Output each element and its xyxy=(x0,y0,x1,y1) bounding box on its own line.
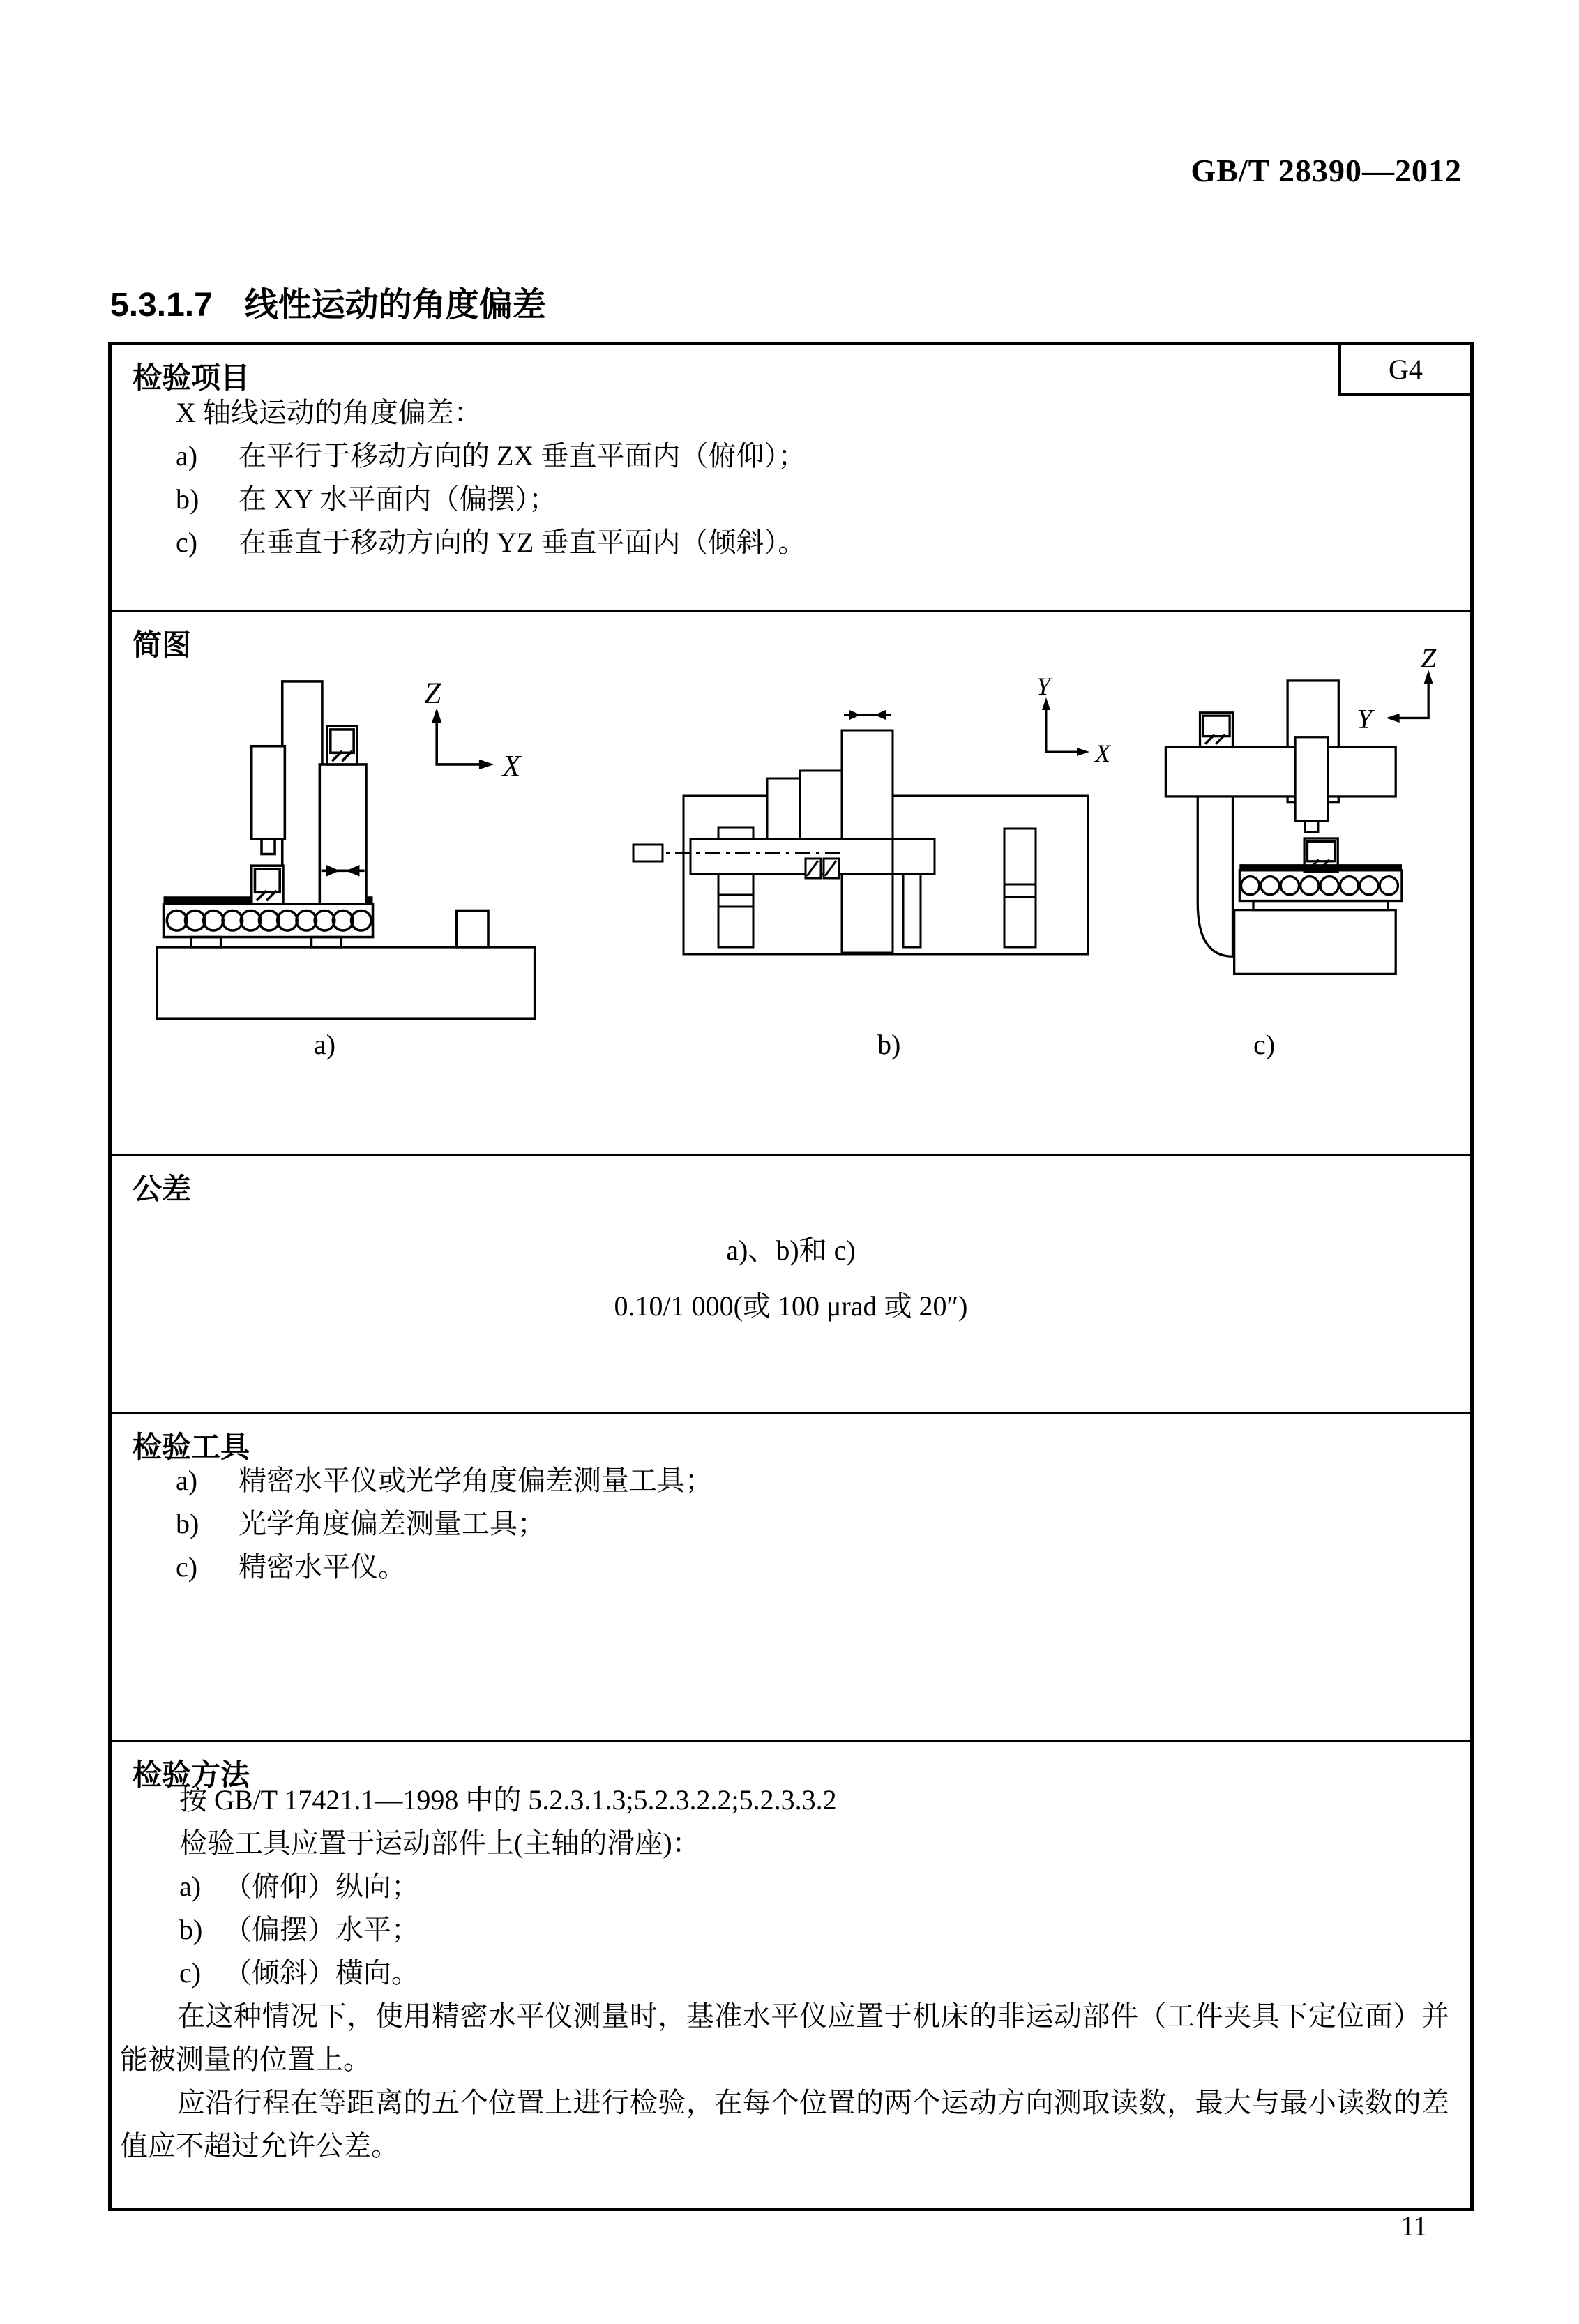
axis-label-x: X xyxy=(1095,739,1110,767)
item-key: b) xyxy=(179,1914,203,1945)
item-text: 光学角度偏差测量工具； xyxy=(239,1508,545,1539)
method-paragraph: 在这种情况下，使用精密水平仪测量时，基准水平仪应置于机床的非运动部件（工件夹具下定位面）并能被测量的位置上。 xyxy=(120,2000,1449,2075)
inspection-table xyxy=(108,342,1474,2211)
row-label-tolerance: 公差 xyxy=(133,1172,192,1205)
item-text: 在垂直于移动方向的 YZ 垂直平面内（倾斜）。 xyxy=(239,527,806,558)
item-key: c) xyxy=(179,1957,202,1989)
inspection-item-content xyxy=(176,391,1442,564)
row-tolerance xyxy=(112,1154,1470,1414)
diagram-label-b: b) xyxy=(877,1029,901,1060)
diagram-c-machine-side-view xyxy=(1154,642,1444,978)
section-title: 线性运动的角度偏差 xyxy=(244,287,546,324)
row-label-inspection-item: 检验项目 xyxy=(133,361,250,394)
inspection-intro: X 轴线运动的角度偏差： xyxy=(176,397,482,428)
diagram-b-machine-plan-view xyxy=(628,672,1144,961)
axis-label-x: X xyxy=(502,750,521,783)
row-label-method: 检验方法 xyxy=(133,1758,250,1791)
item-code-cell: G4 xyxy=(1338,345,1470,396)
row-diagram xyxy=(112,610,1470,1156)
axis-label-y: Y xyxy=(1036,672,1051,700)
section-number: 5.3.1.7 xyxy=(110,287,213,324)
item-key: c) xyxy=(176,527,198,558)
item-key: a) xyxy=(176,1465,198,1496)
item-text: 在平行于移动方向的 ZX 垂直平面内（俯仰）； xyxy=(239,440,806,471)
item-text: 在 XY 水平面内（偏摆）； xyxy=(239,483,557,515)
diagram-a-machine-front-view xyxy=(153,673,544,1022)
item-text: （倾斜）横向。 xyxy=(224,1957,419,1989)
item-key: c) xyxy=(176,1551,198,1583)
row-inspection-item xyxy=(112,345,1470,610)
list-item xyxy=(176,1459,1442,1502)
standard-number: GB/T 28390—2012 xyxy=(1191,153,1462,188)
item-key: a) xyxy=(179,1871,202,1902)
item-text: （俯仰）纵向； xyxy=(224,1871,419,1902)
axis-label-z: Z xyxy=(424,677,441,710)
method-setup-line: 检验工具应置于运动部件上(主轴的滑座)： xyxy=(179,1827,700,1859)
diagram-label-a: a) xyxy=(314,1029,336,1060)
item-key: b) xyxy=(176,1508,199,1539)
row-label-tools: 检验工具 xyxy=(133,1431,250,1463)
row-method xyxy=(112,1740,1470,2210)
list-item xyxy=(176,1502,1442,1546)
method-content xyxy=(120,1779,1449,2168)
tools-content xyxy=(176,1459,1442,1589)
list-item xyxy=(179,1908,1449,1952)
list-item xyxy=(176,435,1442,478)
axis-label-z: Z xyxy=(1421,642,1437,674)
list-item xyxy=(179,1952,1449,1995)
diagram-label-c: c) xyxy=(1253,1029,1276,1060)
item-key: a) xyxy=(176,440,198,471)
item-text: 精密水平仪。 xyxy=(239,1551,406,1583)
section-heading xyxy=(110,278,546,326)
row-label-diagram: 简图 xyxy=(133,628,192,661)
method-reference-line: 按 GB/T 17421.1—1998 中的 5.2.3.1.3;5.2.3.2.2;5.2.3.3.2 xyxy=(179,1784,837,1816)
page-number: 11 xyxy=(1400,2210,1428,2242)
list-item xyxy=(176,521,1442,564)
row-tools xyxy=(112,1412,1470,1742)
list-item xyxy=(179,1865,1449,1908)
list-item xyxy=(176,478,1442,521)
tolerance-value: 0.10/1 000(或 100 μrad 或 20″) xyxy=(614,1290,968,1322)
item-text: （偏摆）水平； xyxy=(224,1914,419,1945)
list-item xyxy=(176,1546,1442,1589)
tolerance-scope: a)、b)和 c) xyxy=(726,1235,856,1266)
method-paragraph: 应沿行程在等距离的五个位置上进行检验，在每个位置的两个运动方向测取读数，最大与最小读数的差值应不超过允许公差。 xyxy=(120,2087,1449,2161)
item-text: 精密水平仪或光学角度偏差测量工具； xyxy=(239,1465,713,1496)
item-key: b) xyxy=(176,483,199,515)
axis-label-y: Y xyxy=(1357,703,1373,734)
